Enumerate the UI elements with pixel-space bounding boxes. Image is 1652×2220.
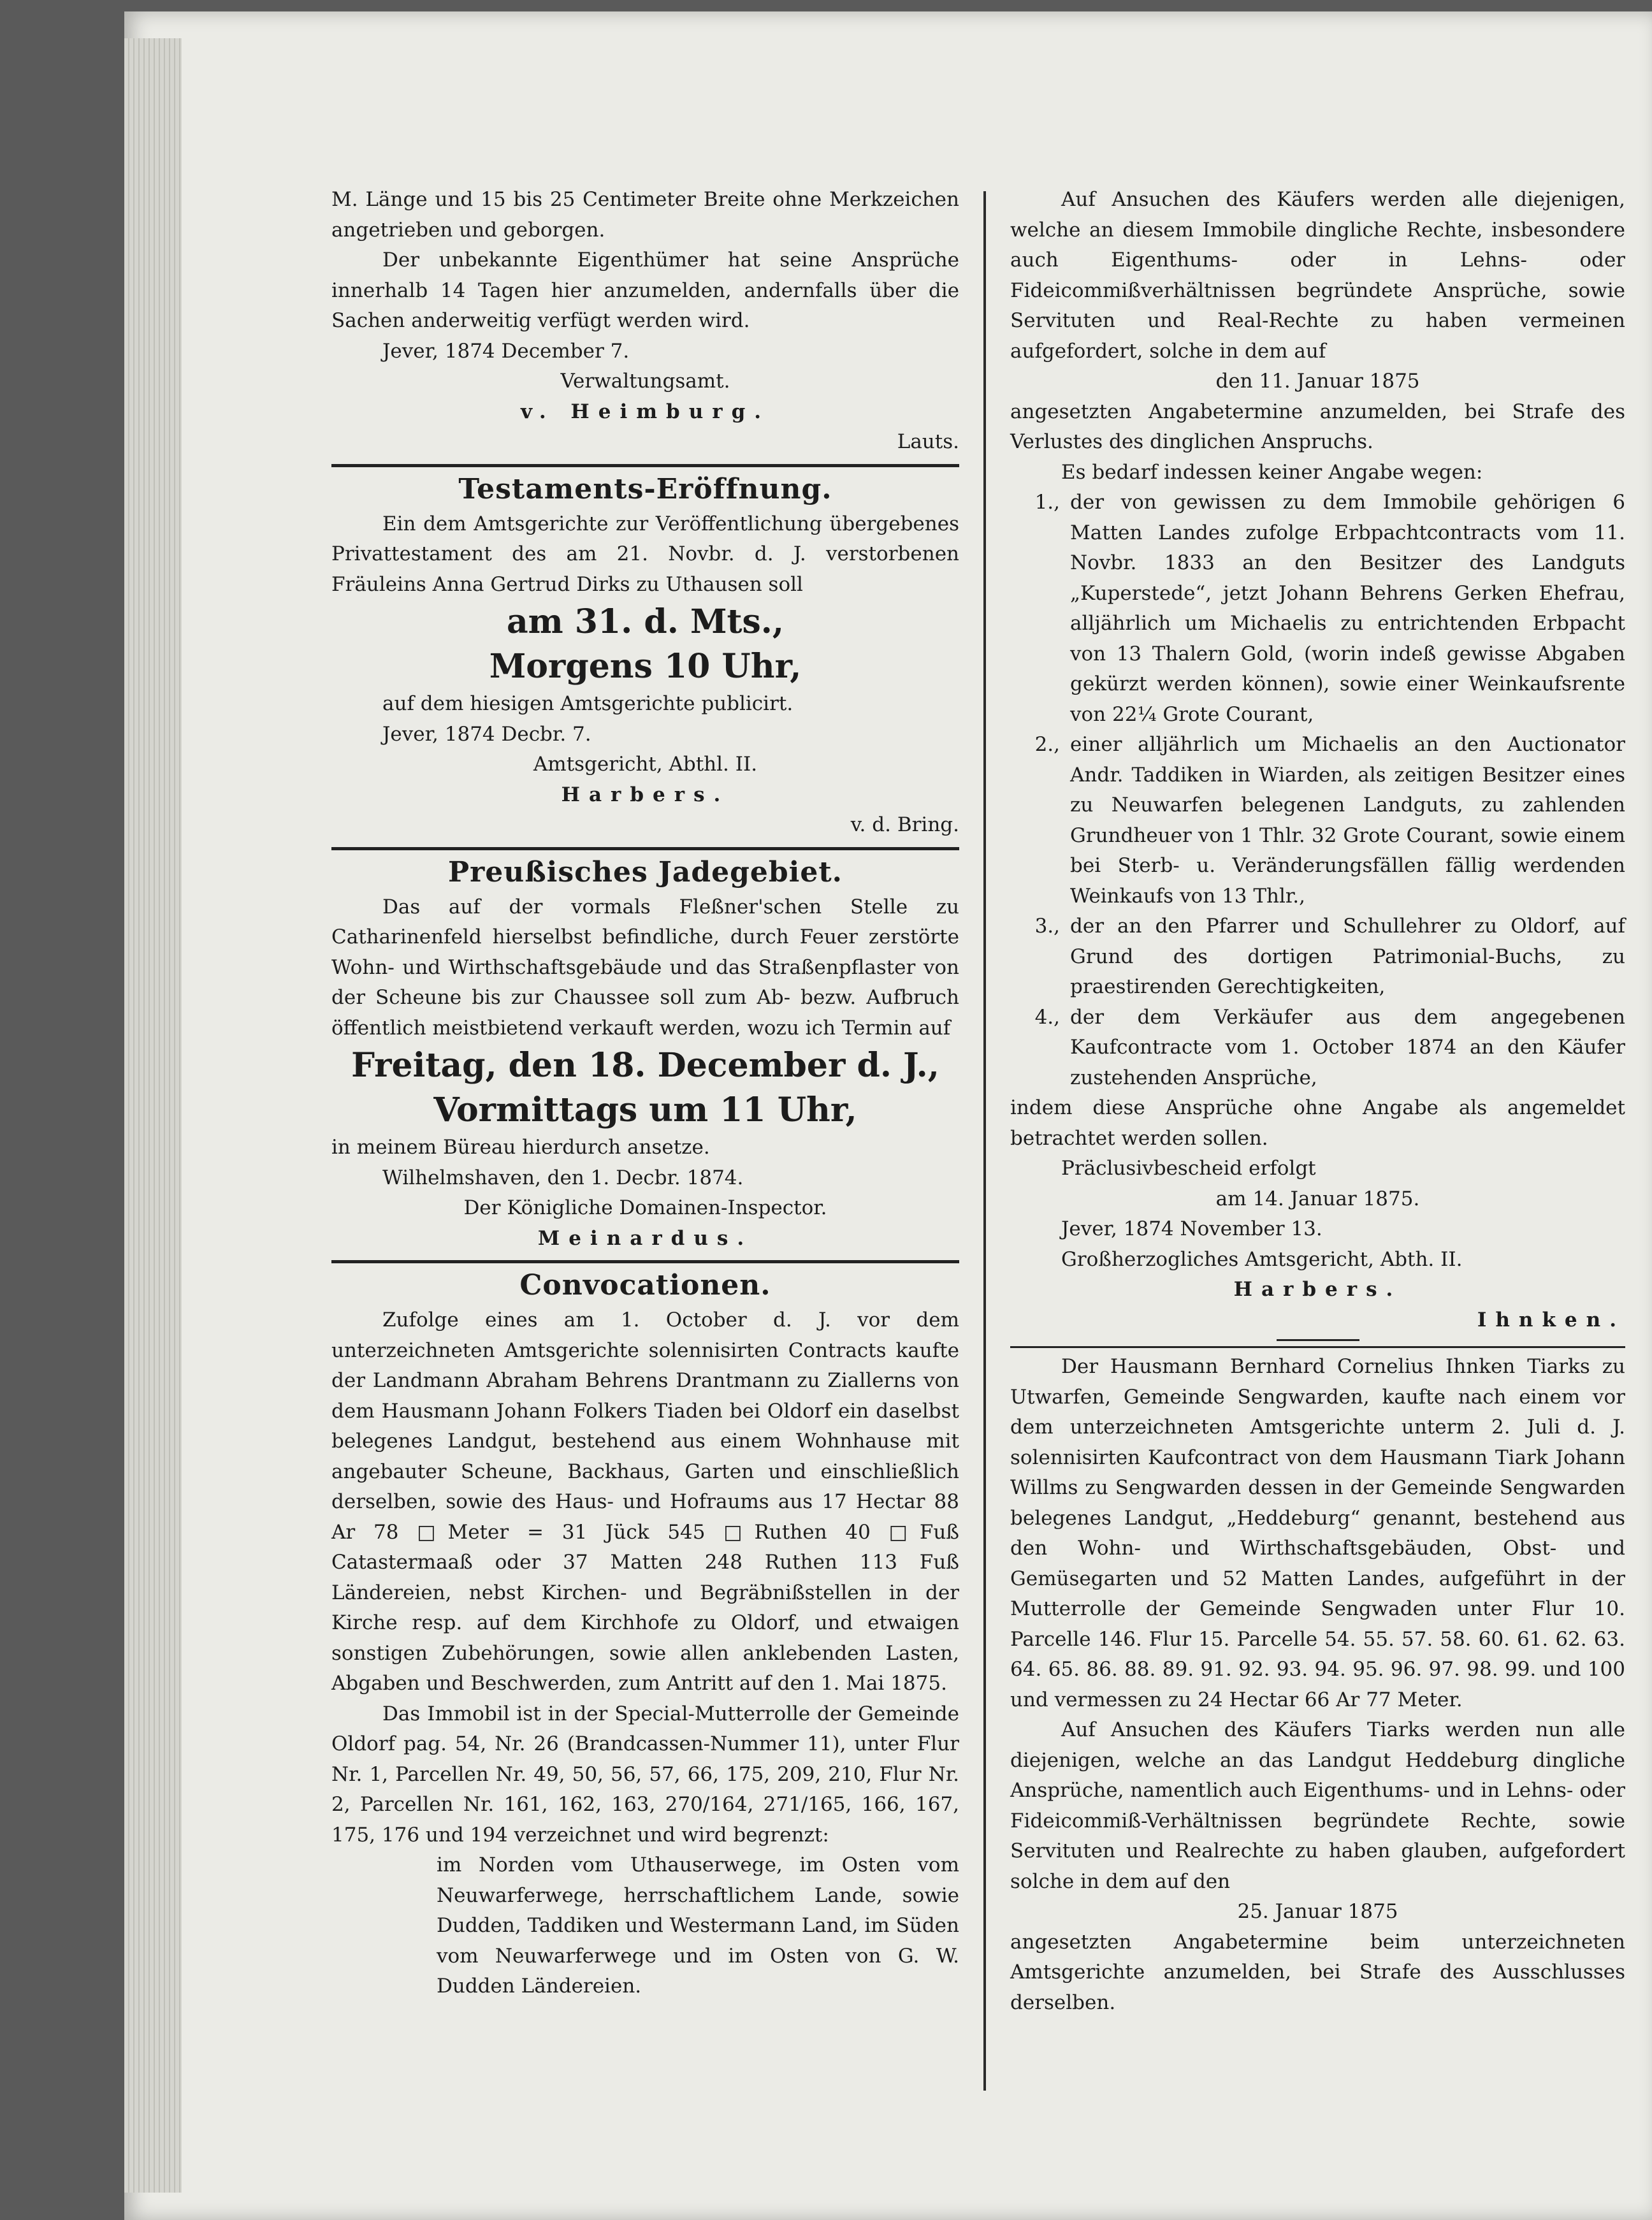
- section-rule: [331, 464, 959, 467]
- right-column: [1010, 185, 1625, 2018]
- list-item-text: der an den Pfarrer und Schullehrer zu Oldorf, auf Grund des dortigen Patrimonial-Buchs, zu praestirenden Gerechtigkeiten,: [1070, 915, 1625, 998]
- list-item: [1010, 911, 1625, 1003]
- section-text: indem diese Ansprüche ohne Angabe als angemeldet betrachtet werden sollen.: [1010, 1096, 1625, 1150]
- section-text: Das auf der vormals Fleßner'schen Stelle zu Catharinenfeld hierselbst befindliche, durch Feuer zerstörte Wohn- und Wirthschaftsgebäude und das Straßenpflaster von der Scheune bis zur Chaussee soll zum Ab- bezw. Aufbruch öffentlich meistbietend verkauft werden, wozu ich Termin auf: [331, 895, 959, 1040]
- section-text: Ein dem Amtsgerichte zur Veröffentlichung übergebenes Privattestament des am 21. Novbr. d. J. verstorbenen Fräuleins Anna Gertrud Dirks zu Uthausen soll: [331, 512, 959, 596]
- section-signature: Harbers.: [561, 783, 730, 806]
- section-date: Jever, 1874 Decbr. 7.: [382, 722, 591, 746]
- section-rule-short: [1277, 1339, 1359, 1341]
- list-item-text: einer alljährlich um Michaelis an den Auctionator Andr. Taddiken in Wiarden, als zeitigen Besitzer eines zu Neuwarfen belegenen Landguts, zu zahlenden Grundheuer von 1 Thlr. 32 Grote Courant, sowie einem bei Sterb- u. Veränderungsfällen fällig werdenden Weinkaufs von 13 Thlr.,: [1070, 733, 1625, 908]
- section-text: in meinem Büreau hierdurch ansetze.: [331, 1136, 710, 1159]
- section-rule: [331, 847, 959, 850]
- list-item-text: der von gewissen zu dem Immobile gehörigen 6 Matten Landes zufolge Erbpachtcontracts vom 11. Novbr. 1833 an den Besitzer des Landguts „Kuperstede“, jetzt Johann Behrens Gerken Ehefrau, alljährlich um Michaelis zu entrichtenden Erbpacht von 13 Thalern Gold, (worin indeß gewisse Abgaben gekürzt werden können), sowie einer Weinkaufsrente von 22¼ Grote Courant,: [1070, 491, 1625, 726]
- notice-signature-2: Lauts.: [897, 430, 959, 453]
- column-divider: [983, 191, 986, 2091]
- section-rule: [1010, 1346, 1625, 1348]
- section-text: angesetzten Angabetermine beim unterzeichneten Amtsgerichte anzumelden, bei Strafe des Ausschlusses derselben.: [1010, 1930, 1625, 2014]
- notice-office: Verwaltungsamt.: [560, 370, 730, 393]
- notice-date: Jever, 1874 December 7.: [382, 339, 630, 363]
- term-date: 25. Januar 1875: [1237, 1900, 1398, 1923]
- section-heading: Testaments-Eröffnung.: [458, 472, 832, 505]
- section-text: auf dem hiesigen Amtsgerichte publicirt.: [382, 692, 793, 715]
- notice-text: M. Länge und 15 bis 25 Centimeter Breite ohne Merkzeichen angetrieben und geborgen.: [331, 188, 959, 242]
- section-heading: Convocationen.: [519, 1269, 771, 1302]
- section-text: im Norden vom Uthauserwege, im Osten vom Neuwarferwege, herrschaftlichem Lande, sowie Dudden, Taddiken und Westermann Land, im Süden vom Neuwarferwege und im Osten von G. W. Dudden Ländereien.: [437, 1854, 959, 1998]
- section-text: Auf Ansuchen des Käufers Tiarks werden nun alle diejenigen, welche an das Landgut Heddeburg dingliche Ansprüche, namentlich auch Eigenthums- und in Lehns- oder Fideicommiß-Verhältnissen begründete Rechte, sowie Servituten und Realrechte zu haben glauben, aufgefordert solche in dem auf den: [1010, 1718, 1625, 1893]
- highlight-date: Freitag, den 18. December d. J.,: [351, 1046, 939, 1085]
- section-text: angesetzten Angabetermine anzumelden, bei Strafe des Verlustes des dinglichen Anspruchs.: [1010, 400, 1625, 453]
- list-item-number: 4.,: [1034, 1005, 1060, 1029]
- highlight-time: Morgens 10 Uhr,: [489, 647, 802, 686]
- section-signature: Harbers.: [1233, 1278, 1402, 1301]
- highlight-date: am 31. d. Mts.,: [506, 602, 785, 641]
- section-office: Der Königliche Domainen-Inspector.: [463, 1196, 827, 1219]
- page-edge: [124, 38, 182, 2193]
- list-item-number: 3.,: [1034, 915, 1060, 938]
- list-item: [1010, 488, 1625, 730]
- section-text: Der Hausmann Bernhard Cornelius Ihnken Tiarks zu Utwarfen, Gemeinde Sengwarden, kaufte nach einem vor dem unterzeichneten Amtsgerichte unterm 2. Juli d. J. solennisirten Kaufcontract von dem Hausmann Tiark Johann Willms zu Sengwarden dessen in der Gemeinde Sengwarden belegenes Landgut, „Heddeburg“ genannt, bestehend aus den Wohn- und Wirthschaftsgebäuden, Obst- und Gemüsegarten und 52 Matten Landes, aufgeführt in der Mutterrolle der Gemeinde Sengwaden unter Flur 10. Parcelle 146. Flur 15. Parcelle 54. 55. 57. 58. 60. 61. 62. 63. 64. 65. 86. 88. 89. 91. 92. 93. 94. 95. 96. 97. 98. 99. und 100 und vermessen zu 24 Hectar 66 Ar 77 Meter.: [1010, 1355, 1625, 1711]
- section-text: Zufolge eines am 1. October d. J. vor dem unterzeichneten Amtsgerichte solennisirten Contracts kaufte der Landmann Abraham Behrens Drantmann zu Ziallerns von dem Hausmann Johann Folkers Tiaden bei Oldorf ein daselbst belegenes Landgut, bestehend aus einem Wohnhause mit angebauter Scheune, Backhaus, Garten und einschließlich derselben, sowie des Haus- und Hofraums aus 17 Hectar 88 Ar 78 □Meter = 31 Jück 545 □Ruthen 40 □Fuß Catastermaaß oder 37 Matten 248 Ruthen 113 Fuß Ländereien, nebst Kirchen- und Begräbnißstellen in der Kirche resp. auf dem Kirchhofe zu Oldorf, und etwaigen sonstigen Zubehörungen, sowie allen anklebenden Lasten, Abgaben und Beschwerden, zum Antritt auf den 1. Mai 1875.: [331, 1309, 959, 1695]
- section-text: Das Immobil ist in der Special-Mutterrolle der Gemeinde Oldorf pag. 54, Nr. 26 (Brandcassen-Nummer 11), unter Flur Nr. 1, Parcellen Nr. 49, 50, 56, 57, 66, 175, 209, 210, Flur Nr. 2, Parcellen Nr. 161, 162, 163, 270/164, 271/165, 166, 167, 175, 176 und 194 verzeichnet und wird begrenzt:: [331, 1702, 959, 1846]
- section-text: Auf Ansuchen des Käufers werden alle diejenigen, welche an diesem Immobile dingliche Rechte, insbesondere auch Eigenthums- oder in Lehns- oder Fideicommißverhältnissen begründete Ansprüche, sowie Servituten und Real-Rechte zu haben vermeinen aufgefordert, solche in dem auf: [1010, 188, 1625, 363]
- section-heading: Preußisches Jadegebiet.: [448, 855, 843, 889]
- section-signature: Meinardus.: [537, 1226, 753, 1250]
- section-court: Amtsgericht, Abthl. II.: [533, 753, 758, 776]
- term-date: den 11. Januar 1875: [1215, 370, 1420, 393]
- section-date: Jever, 1874 November 13.: [1061, 1217, 1322, 1240]
- section-court: Großherzogliches Amtsgericht, Abth. II.: [1061, 1247, 1463, 1271]
- left-column: [331, 185, 959, 2002]
- notice-text: Der unbekannte Eigenthümer hat seine Ansprüche innerhalb 14 Tagen hier anzumelden, andernfalls über die Sachen anderweitig verfügt werden wird.: [331, 249, 959, 332]
- highlight-time: Vormittags um 11 Uhr,: [433, 1091, 857, 1129]
- term-date: am 14. Januar 1875.: [1215, 1187, 1420, 1210]
- list-item-number: 2.,: [1034, 733, 1060, 756]
- notice-signature: v. Heimburg.: [520, 400, 771, 423]
- section-date: Wilhelmshaven, den 1. Decbr. 1874.: [382, 1166, 744, 1189]
- list-item: [1010, 1003, 1625, 1094]
- list-item: [1010, 730, 1625, 911]
- section-signature-2: v. d. Bring.: [850, 813, 959, 836]
- section-signature-2: Ihnken.: [1477, 1308, 1625, 1331]
- section-text: Es bedarf indessen keiner Angabe wegen:: [1061, 460, 1483, 484]
- list-item-number: 1.,: [1034, 491, 1060, 514]
- list-item-text: der dem Verkäufer aus dem angegebenen Kaufcontracte vom 1. October 1874 an den Käufer zustehenden Ansprüche,: [1070, 1005, 1625, 1089]
- section-rule: [331, 1260, 959, 1263]
- section-text: Präclusivbescheid erfolgt: [1061, 1157, 1316, 1180]
